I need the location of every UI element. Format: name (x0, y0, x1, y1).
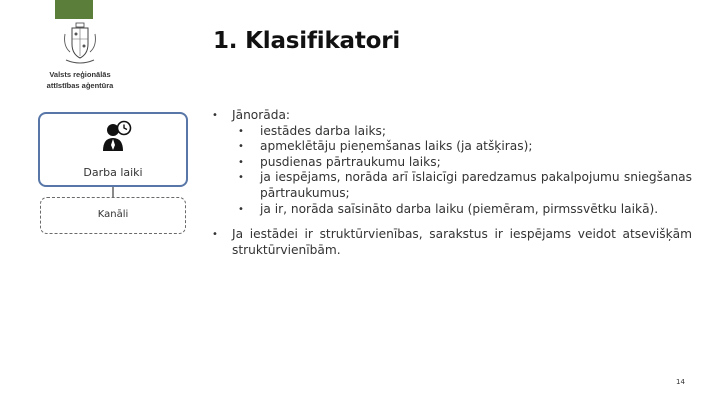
item-text: pusdienas pārtraukumu laiks; (260, 154, 441, 169)
bullet-dot-icon: • (212, 229, 218, 241)
bullet-dot-icon: • (238, 203, 244, 215)
bullet-dot-icon: • (238, 125, 244, 137)
slide-title: 1. Klasifikatori (213, 28, 401, 54)
item-text: ja iespējams, norāda arī īslaicīgi paredzamus pakalpojumu sniegšanas pārtraukumus; (260, 170, 692, 200)
organization-logo (40, 22, 120, 90)
bullet-dot-icon: • (212, 110, 218, 121)
item-text: apmeklētāju pieņemšanas laiks (ja atšķiras); (260, 139, 533, 154)
bullet-dot-icon: • (238, 172, 244, 184)
note-text: Ja iestādei ir struktūrvienības, sarakstus ir iespējams veidot atsevišķām struktūrvienībām. (232, 227, 692, 257)
bullet-item (212, 108, 692, 124)
bullet-item (212, 227, 692, 258)
person-clock-icon (102, 120, 132, 152)
organization-name-line2: attīstības aģentūra (46, 81, 114, 90)
bullet-dot-icon: • (238, 141, 244, 153)
intro-text: Jānorāda: (232, 108, 291, 122)
organization-name-line1: Valsts reģionālās (49, 70, 111, 79)
nav-card-kanali[interactable] (40, 197, 186, 234)
sub-bullet-item (212, 139, 692, 155)
bullet-dot-icon: • (238, 156, 244, 168)
sub-bullet-item (212, 124, 692, 140)
slide-content (212, 108, 692, 258)
nav-card-label: Kanāli (97, 209, 129, 220)
coat-of-arms-icon (62, 22, 98, 68)
item-text: iestādes darba laiks; (260, 123, 386, 138)
item-text: ja ir, norāda saīsināto darba laiku (piemēram, pirmssvētku laikā). (260, 201, 659, 216)
sub-bullet-item (212, 155, 692, 171)
sub-bullet-item (212, 202, 692, 218)
sub-bullet-item (212, 170, 692, 201)
nav-card-label: Darba laiki (83, 166, 143, 179)
header-color-bar (55, 0, 93, 19)
spacer (212, 217, 692, 227)
nav-card-darba-laiki[interactable] (38, 112, 188, 187)
page-number: 14 (676, 378, 685, 386)
card-connector (112, 187, 114, 197)
